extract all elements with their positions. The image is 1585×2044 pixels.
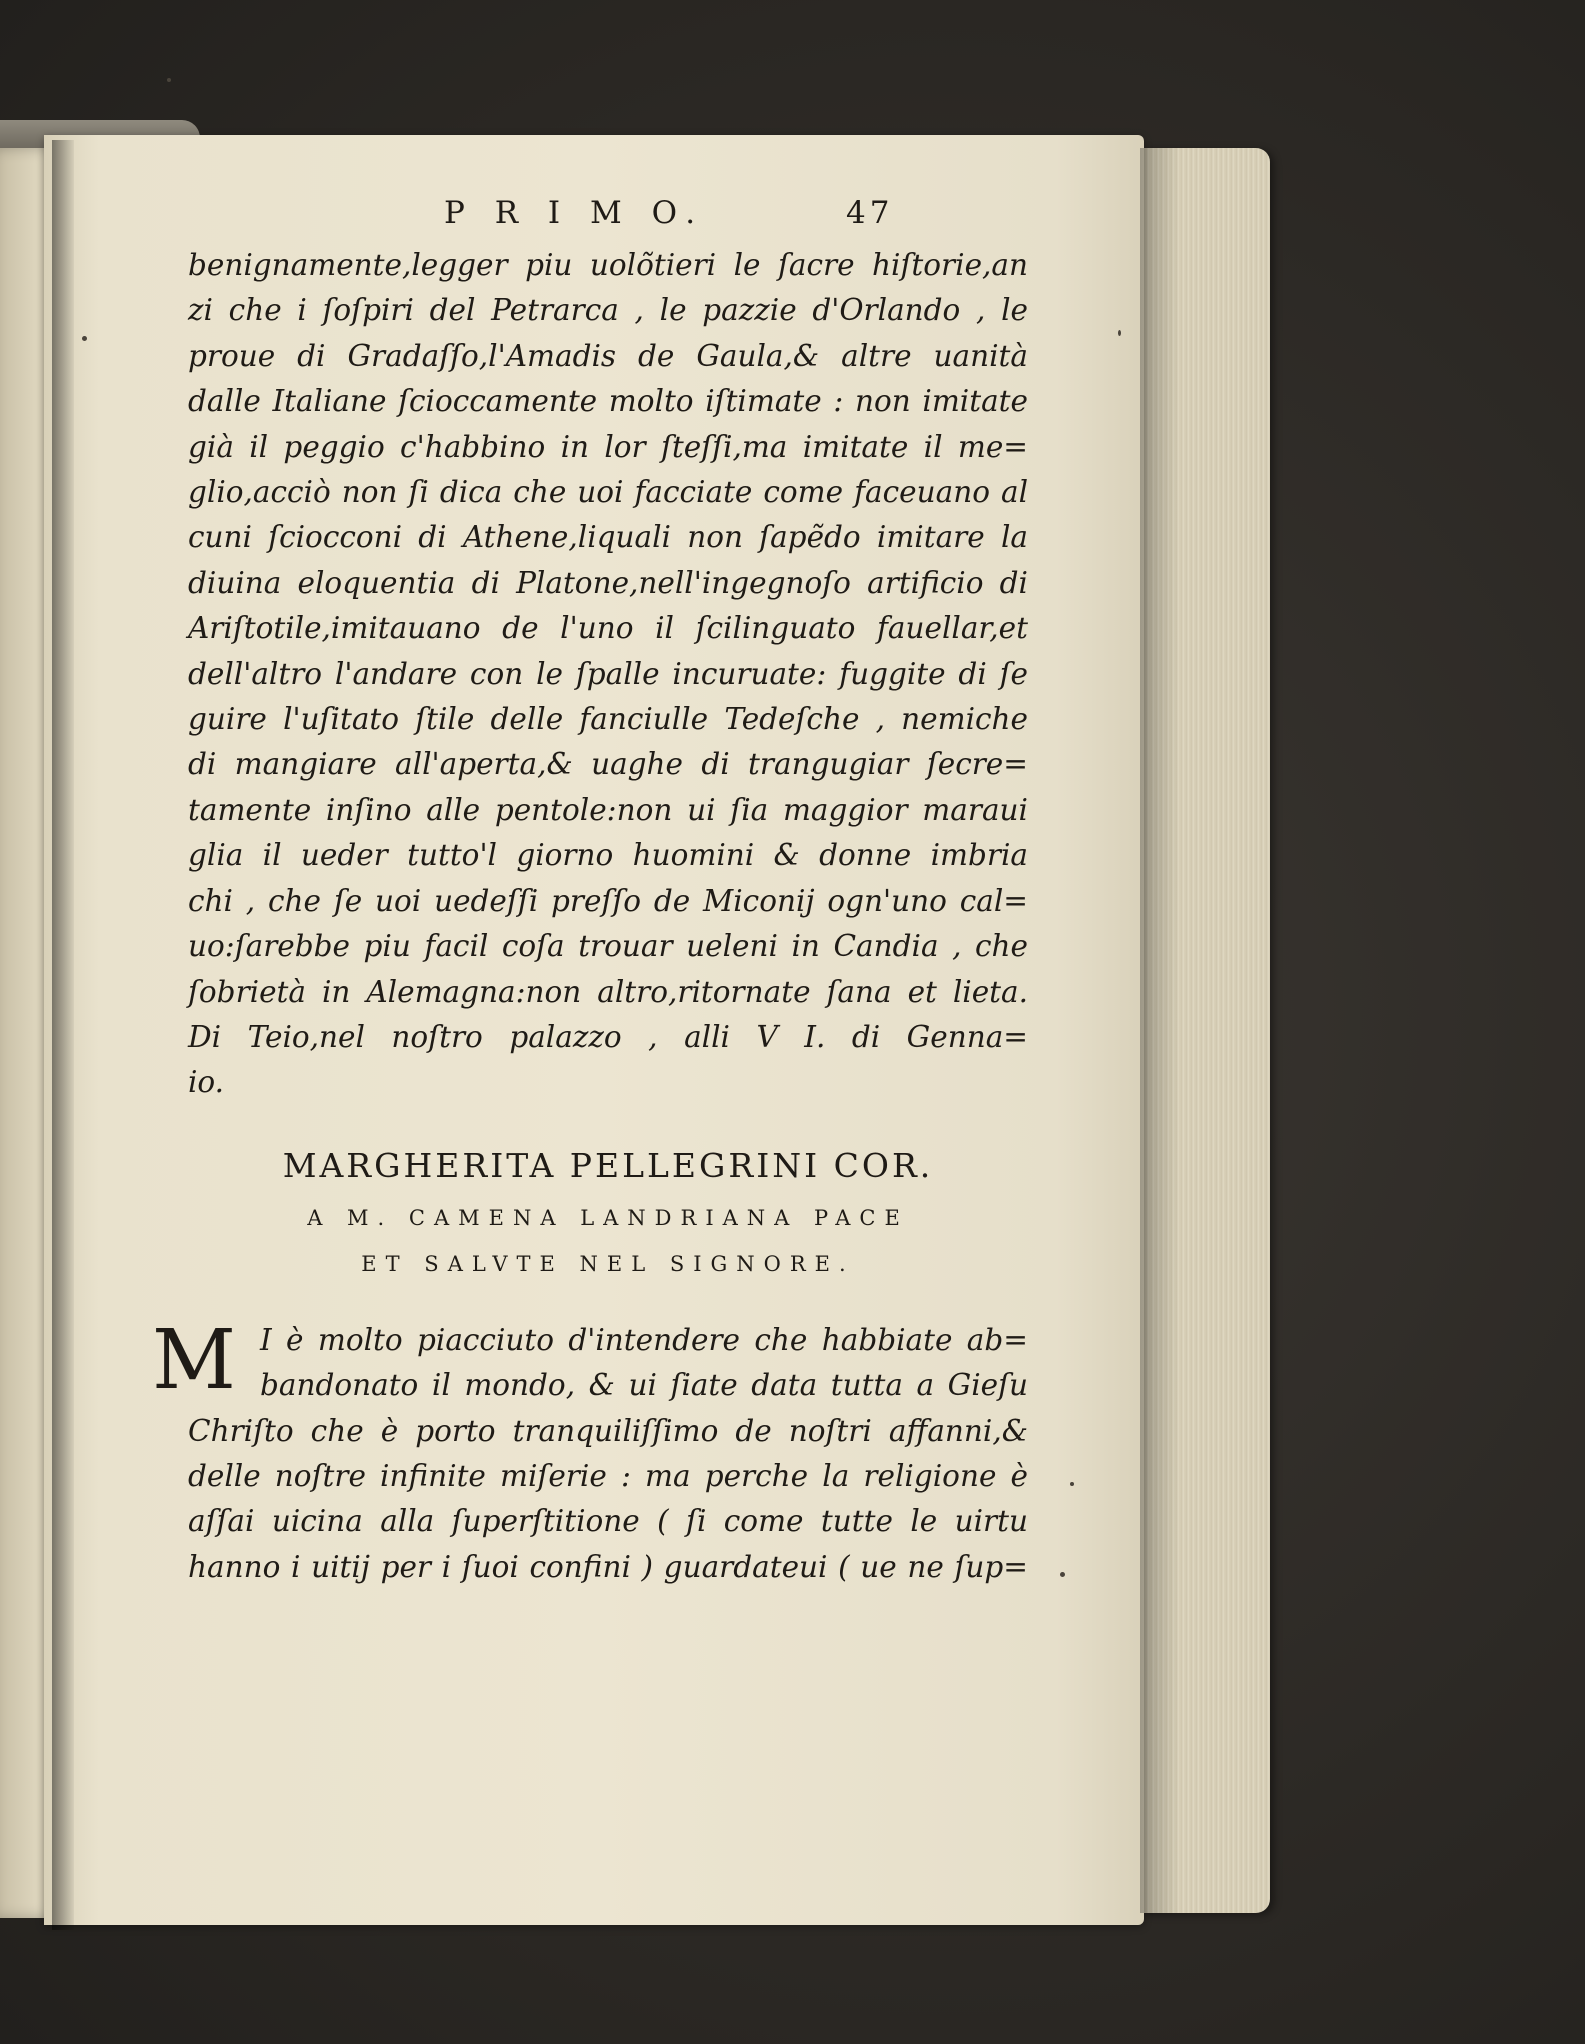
letter-body — [152, 1312, 1028, 1590]
page-edge-shadow — [1140, 148, 1180, 1913]
text-line: diuina eloquentia di Platone,nell'ingegnoſo artificio di — [188, 565, 1028, 600]
running-head — [188, 195, 1028, 243]
drop-cap: M — [152, 1312, 236, 1408]
letter-heading — [188, 1140, 1028, 1276]
text-line: glio,acciò non ſi dica che uoi facciate come faceuano al — [188, 475, 1028, 510]
gutter-shadow — [52, 140, 74, 1930]
text-line: Chriſto che è porto tranquiliſſimo de noſtri affanni,& — [188, 1413, 1028, 1448]
page-speck — [1060, 1572, 1065, 1577]
page-text-block — [152, 195, 1028, 1590]
text-line: tamente inſino alle pentole:non ui ſia maggior maraui — [188, 792, 1028, 827]
text-line: delle noſtre infinite miſerie : ma perche la religione è — [188, 1458, 1028, 1493]
text-line: hanno i uitij per i ſuoi confini ) guardateui ( ue ne ſup= — [188, 1549, 1028, 1584]
paragraph — [188, 243, 1028, 1106]
text-line: Ariſtotile,imitauano de l'uno il ſcilinguato fauellar,et — [188, 611, 1028, 646]
text-line: glia il ueder tutto'l giorno huomini & donne imbria — [188, 838, 1028, 873]
text-line: di mangiare all'aperta,& uaghe di trangugiar ſecre= — [188, 747, 1028, 782]
text-line: io. — [188, 1065, 225, 1100]
text-line: benignamente,legger piu uolõtieri le ſacre hiſtorie,an — [188, 248, 1028, 282]
text-line: già il peggio c'habbino in lor ſteſſi,ma imitate il me= — [188, 429, 1028, 464]
text-line: dalle Italiane ſcioccamente molto iſtimate : non imitate — [188, 384, 1028, 419]
text-line: cuni ſciocconi di Athene,liquali non ſapẽdo imitare la — [188, 520, 1028, 555]
running-head-title: P R I M O. — [444, 195, 706, 231]
letter-heading-recipient: A M. CAMENA LANDRIANA PACE — [307, 1205, 909, 1230]
text-line: proue di Gradaſſo,l'Amadis de Gaula,& altre uanità — [188, 338, 1028, 373]
text-line: aſſai uicina alla ſuperſtitione ( ſi come tutte le uirtu — [188, 1504, 1028, 1539]
letter-heading-greeting: ET SALVTE NEL SIGNORE. — [361, 1251, 855, 1276]
page-speck — [1118, 330, 1121, 336]
text-line: I è molto piacciuto d'intendere che habbiate ab= — [260, 1322, 1028, 1357]
letter-paragraph — [188, 1318, 1028, 1590]
page-speck — [167, 78, 171, 82]
text-line: Di Teio,nel noſtro palazzo , alli V I. di Genna= — [188, 1019, 1028, 1054]
text-line: dell'altro l'andare con le ſpalle incuruate: fuggite di ſe — [188, 656, 1028, 691]
text-line: bandonato il mondo, & ui ſiate data tutta a Gieſu — [260, 1368, 1028, 1403]
page-speck — [1070, 1482, 1074, 1486]
text-line: ſobrietà in Alemagna:non altro,ritornate ſana et lieta. — [188, 974, 1028, 1009]
text-line: uo:ſarebbe piu facil coſa trouar ueleni in Candia , che — [188, 929, 1028, 964]
text-line: zi che i ſoſpiri del Petrarca , le pazzie d'Orlando , le — [188, 293, 1028, 328]
text-line: guire l'uſitato ſtile delle fanciulle Tedeſche , nemiche — [188, 702, 1028, 737]
text-line: chi , che ſe uoi uedeſſi preſſo de Miconij ogn'uno cal= — [188, 883, 1028, 918]
page-number: 47 — [846, 195, 894, 231]
page-speck — [82, 336, 87, 341]
letter-heading-sender: MARGHERITA PELLEGRINI COR. — [282, 1145, 934, 1185]
